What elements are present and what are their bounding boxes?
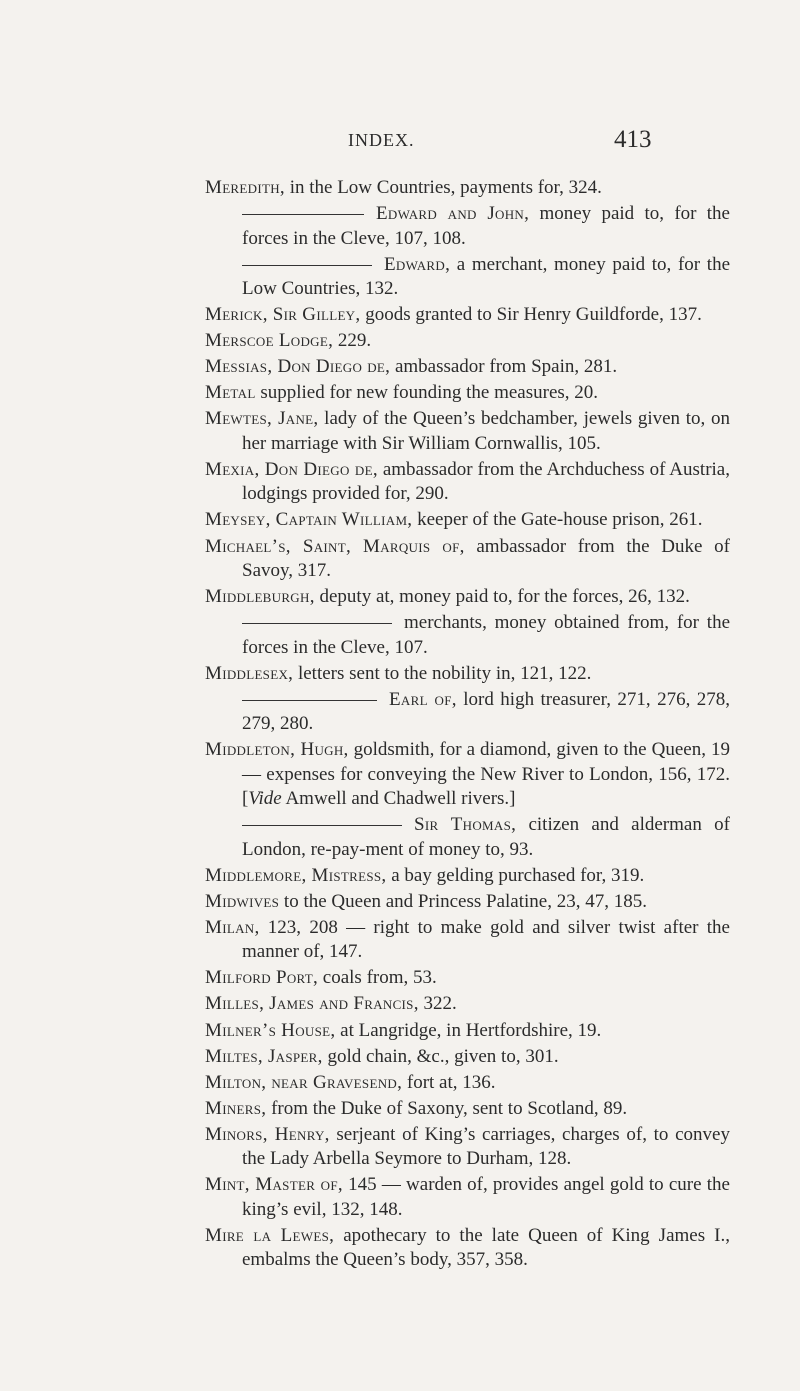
ditto-dash bbox=[242, 700, 377, 701]
index-entry: Merscoe Lodge, 229. bbox=[205, 330, 372, 352]
index-entry: Milford Port, coals from, 53. bbox=[205, 967, 437, 989]
page-number: 413 bbox=[614, 126, 652, 153]
index-entry: Milner’s House, at Langridge, in Hertfordshire, 19. bbox=[205, 1019, 602, 1041]
ditto-dash bbox=[242, 214, 364, 215]
index-subentry: Earl of, lord high treasurer, 271, 276, 278, 279, 280. bbox=[242, 688, 731, 735]
index-subentry: merchants, money obtained from, for the forces in the Cleve, 107. bbox=[242, 612, 730, 658]
index-entry: Meredith, in the Low Countries, payments for, 324. bbox=[205, 177, 602, 198]
index-entry: Miners, from the Duke of Saxony, sent to Scotland, 89. bbox=[205, 1097, 628, 1119]
index-entry: Miltes, Jasper, gold chain, &c., given to, 301. bbox=[205, 1045, 559, 1067]
index-entry: Mewtes, Jane, lady of the Queen’s bedchamber, jewels given to, on her marriage with Sir William Cornwallis, 105. bbox=[205, 408, 730, 454]
index-entry: Middleton, Hugh, goldsmith, for a diamond, given to the Queen, 19 — expenses for conveying the New River to London, 156, 172. [Vide Amwell and Chadwell rivers.] bbox=[205, 739, 730, 810]
index-entry: Milles, James and Francis, 322. bbox=[205, 993, 457, 1015]
index-entry: Meysey, Captain William, keeper of the Gate-house prison, 261. bbox=[205, 509, 703, 531]
ditto-dash bbox=[242, 623, 392, 624]
index-entry: Mexia, Don Diego de, ambassador from the Archduchess of Austria, lodgings provided for, 290. bbox=[205, 458, 730, 505]
index-subentry: Edward, a merchant, money paid to, for the Low Countries, 132. bbox=[242, 253, 730, 299]
index-subentry: Edward and John, money paid to, for the forces in the Cleve, 107, 108. bbox=[242, 203, 730, 249]
index-entry: Milan, 123, 208 — right to make gold and silver twist after the manner of, 147. bbox=[205, 916, 730, 963]
index-entry: Michael’s, Saint, Marquis of, ambassador from the Duke of Savoy, 317. bbox=[205, 535, 730, 581]
index-entry: Mire la Lewes, apothecary to the late Queen of King James I., embalms the Queen’s body, 357, 358. bbox=[205, 1224, 730, 1271]
page-header bbox=[0, 126, 800, 160]
index-entry: Messias, Don Diego de, ambassador from Spain, 281. bbox=[205, 356, 618, 378]
index-entry: Milton, near Gravesend, fort at, 136. bbox=[205, 1071, 496, 1093]
running-title: INDEX. bbox=[348, 130, 415, 150]
index-subentry: Sir Thomas, citizen and alderman of London, re-pay-ment of money to, 93. bbox=[242, 814, 730, 860]
index-entry: Mint, Master of, 145 — warden of, provides angel gold to cure the king’s evil, 132, 148. bbox=[205, 1174, 730, 1220]
index-entry: Middlesex, letters sent to the nobility in, 121, 122. bbox=[205, 662, 592, 684]
ditto-dash bbox=[242, 265, 372, 266]
index-entry: Metal supplied for new founding the measures, 20. bbox=[205, 382, 599, 404]
index-entry: Minors, Henry, serjeant of King’s carriages, charges of, to convey the Lady Arbella Seymore to Durham, 128. bbox=[205, 1123, 730, 1170]
index-entry: Middleburgh, deputy at, money paid to, for the forces, 26, 132. bbox=[205, 586, 690, 608]
index-entry: Middlemore, Mistress, a bay gelding purchased for, 319. bbox=[205, 864, 645, 886]
index-entry: Merick, Sir Gilley, goods granted to Sir Henry Guildforde, 137. bbox=[205, 304, 702, 326]
index-entry: Midwives to the Queen and Princess Palatine, 23, 47, 185. bbox=[205, 890, 647, 912]
ditto-dash bbox=[242, 825, 402, 826]
index-entries bbox=[205, 176, 730, 1274]
